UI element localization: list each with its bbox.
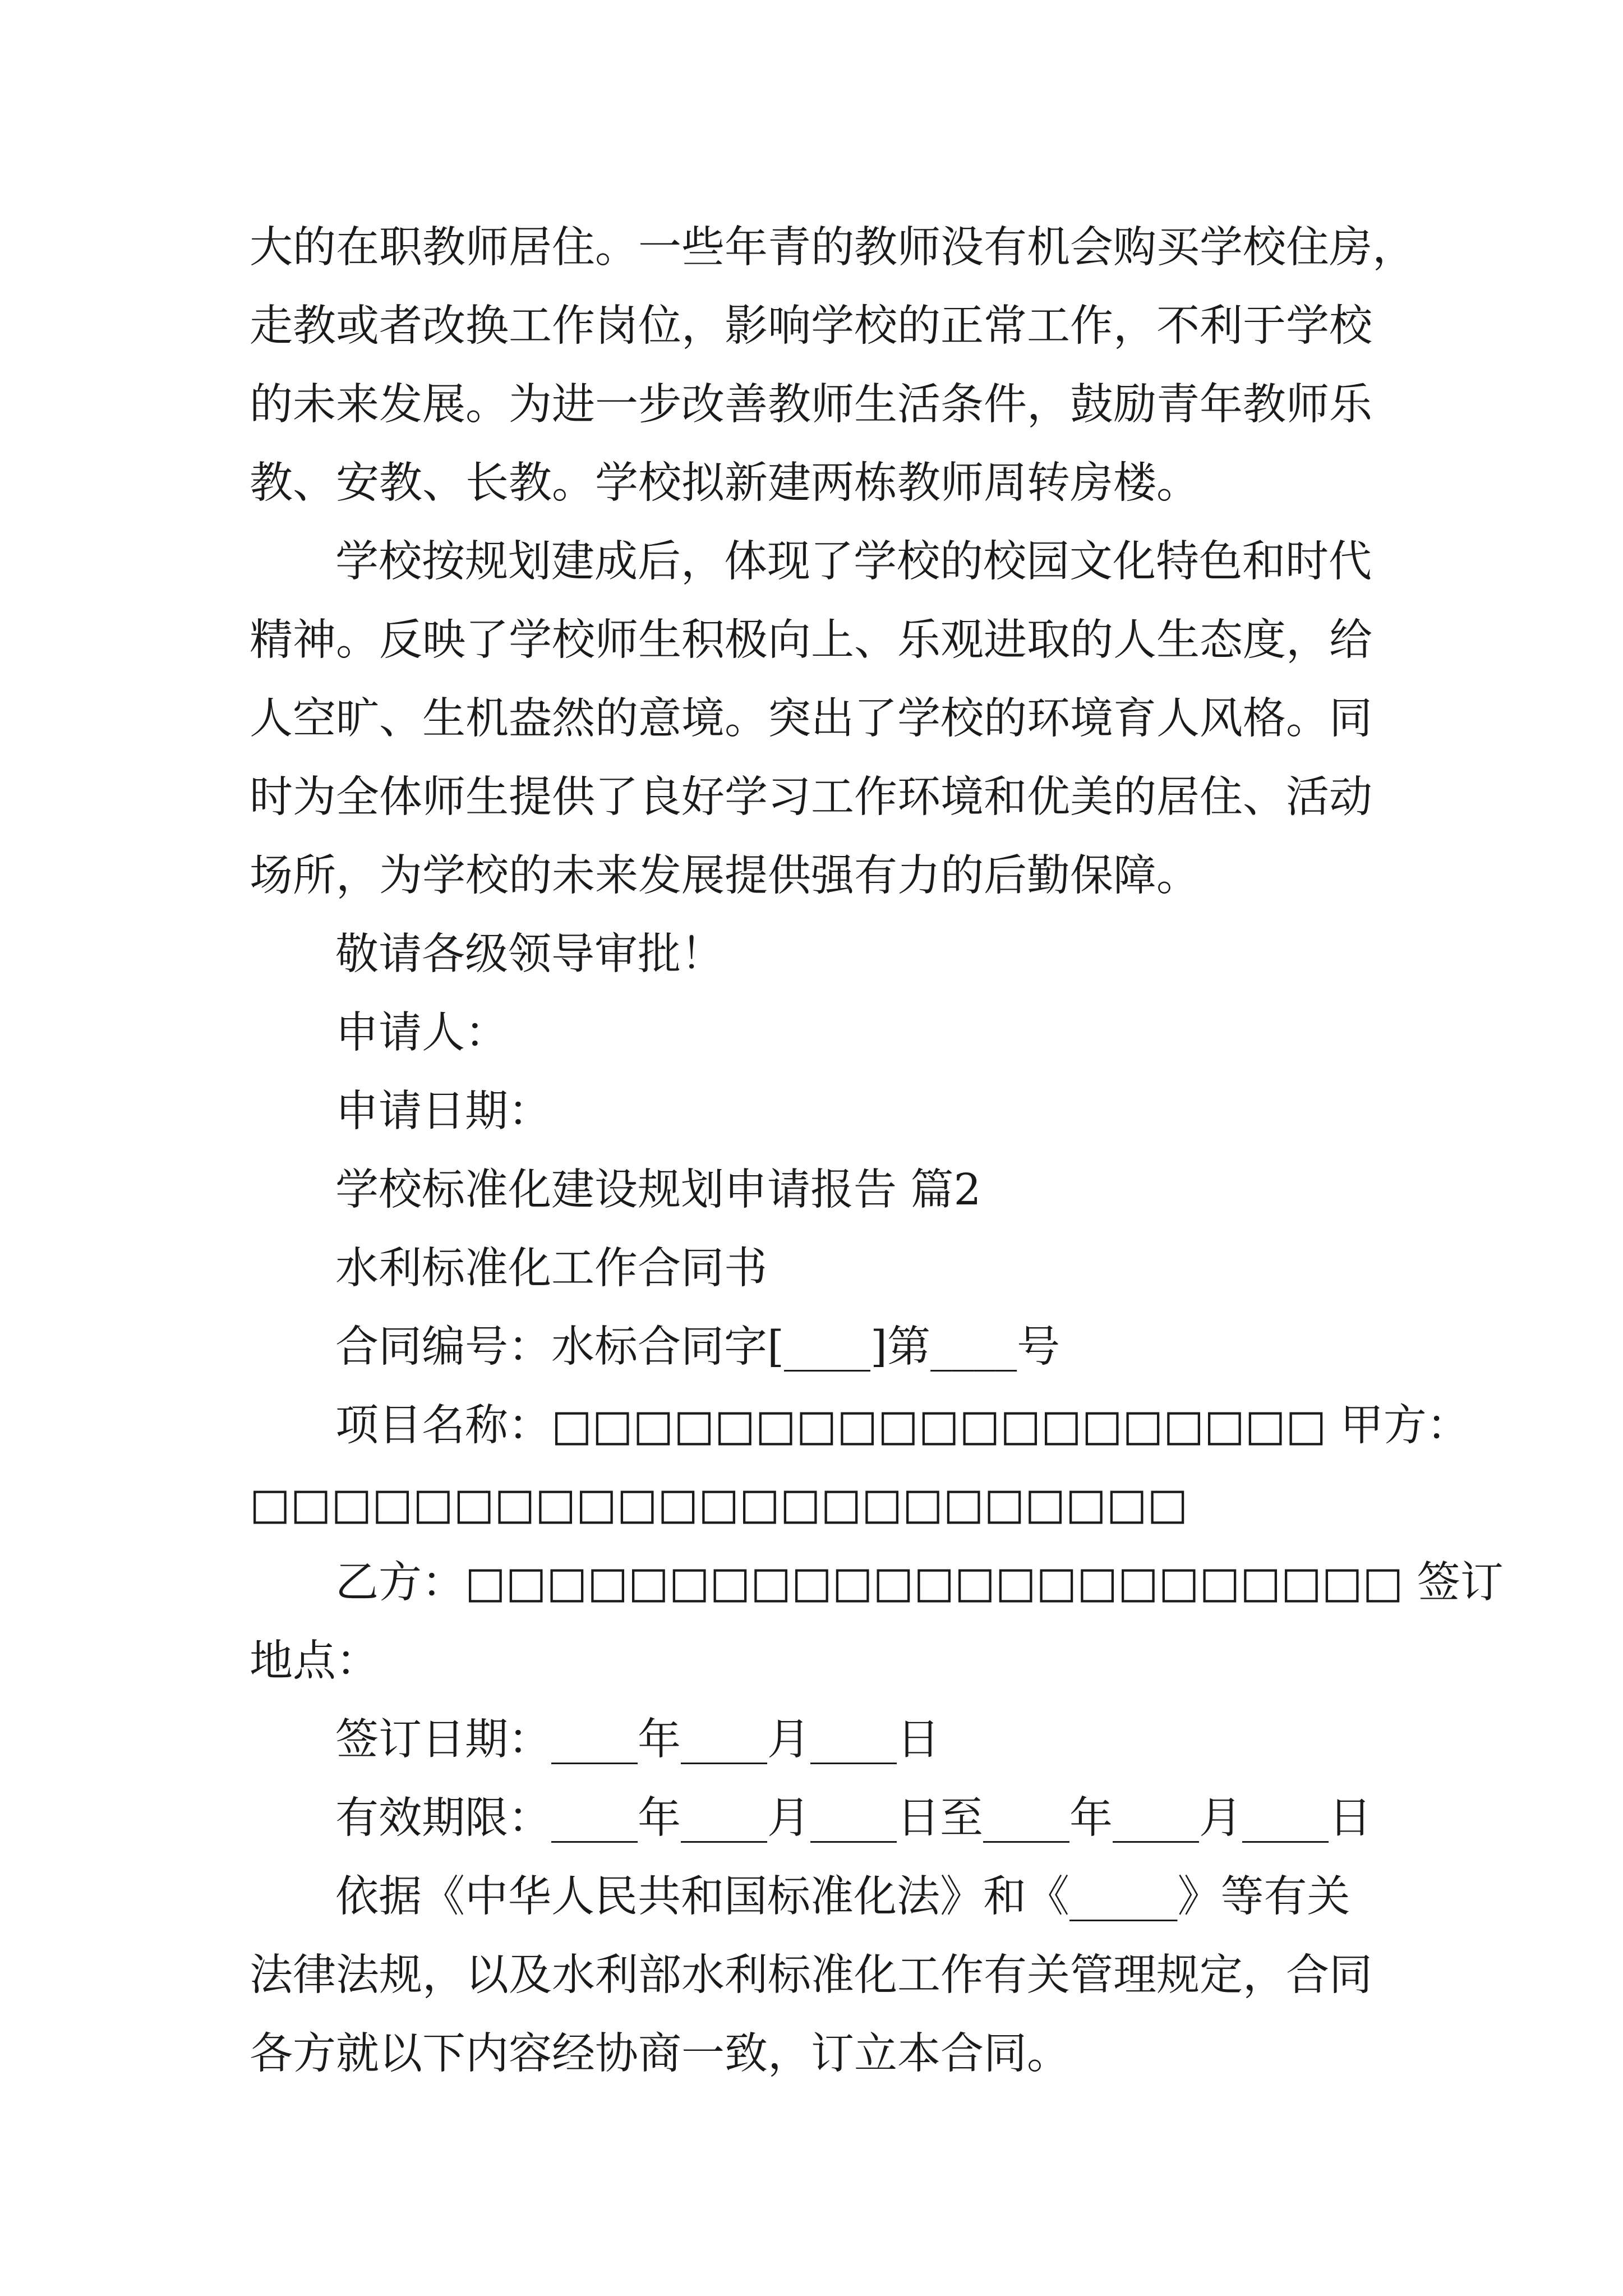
- paragraph-line: 时为全体师生提供了良好学习工作环境和优美的居住、活动: [250, 772, 1372, 822]
- signing-date-field: 签订日期：____年____月____日: [335, 1715, 940, 1765]
- paragraph-line: 法律法规，以及水利部水利标准化工作有关管理规定，合同: [250, 1950, 1372, 2000]
- paragraph-line: 人空旷、生机盎然的意境。突出了学校的环境育人风格。同: [250, 694, 1372, 744]
- paragraph-line: 各方就以下内容经协商一致，订立本合同。: [250, 2029, 1070, 2079]
- signing-location-field: 地点：: [250, 1636, 379, 1686]
- paragraph-line: 学校按规划建成后，体现了学校的校园文化特色和时代: [335, 537, 1372, 587]
- paragraph-line: 教、安教、长教。学校拟新建两栋教师周转房楼。: [250, 458, 1200, 508]
- paragraph-line: 的未来发展。为进一步改善教师生活条件，鼓励青年教师乐: [250, 380, 1372, 430]
- application-date-label: 申请日期：: [335, 1087, 551, 1137]
- project-name-field: 项目名称：□□□□□□□□□□□□□□□□□□□ 甲方：: [335, 1401, 1470, 1451]
- section-title: 学校标准化建设规划申请报告 篇2: [335, 1165, 981, 1215]
- paragraph-line: 大的在职教师居住。一些年青的教师没有机会购买学校住房，: [250, 223, 1415, 273]
- paragraph-line: 走教或者改换工作岗位，影响学校的正常工作，不利于学校: [250, 301, 1372, 351]
- validity-period-field: 有效期限：____年____月____日至____年____月____日: [335, 1793, 1372, 1843]
- party-b-field: 乙方：□□□□□□□□□□□□□□□□□□□□□□□ 签订: [335, 1558, 1504, 1608]
- paragraph-line: 精神。反映了学校师生积极向上、乐观进取的人生态度，给: [250, 615, 1372, 665]
- paragraph-line: 依据《中华人民共和国标准化法》和《_____》等有关: [335, 1872, 1350, 1922]
- applicant-label: 申请人：: [335, 1008, 508, 1058]
- party-a-field: □□□□□□□□□□□□□□□□□□□□□□□: [250, 1479, 1188, 1529]
- paragraph-line: 场所，为学校的未来发展提供强有力的后勤保障。: [250, 851, 1200, 901]
- contract-number-field: 合同编号：水标合同字[____]第____号: [335, 1322, 1061, 1372]
- closing-request: 敬请各级领导审批！: [335, 930, 724, 979]
- contract-title: 水利标准化工作合同书: [335, 1244, 767, 1294]
